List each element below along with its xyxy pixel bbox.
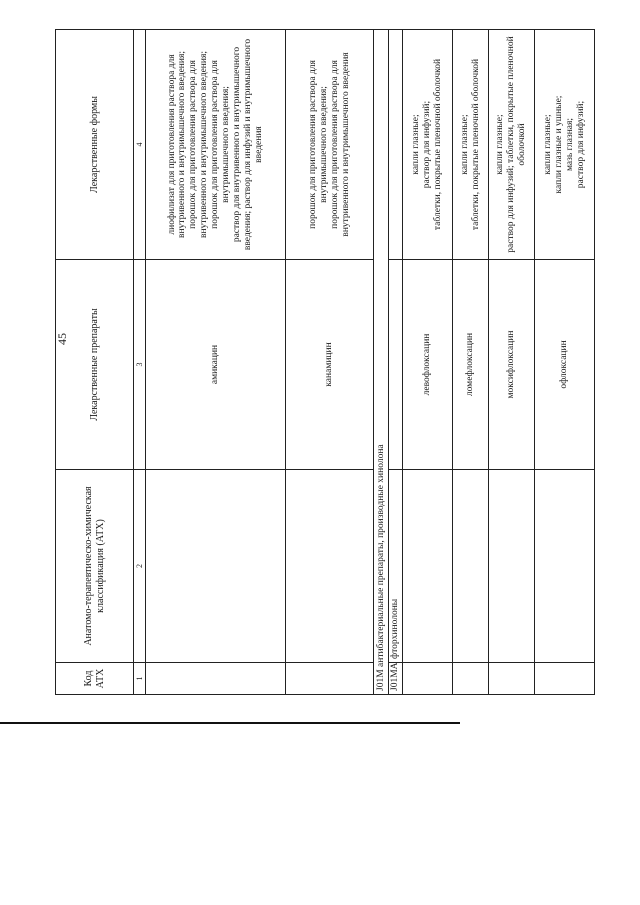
cell-code	[535, 663, 595, 695]
form-item: капли глазные;	[459, 114, 470, 175]
header-forms: Лекарственные формы	[56, 30, 134, 260]
form-item: порошок для приготовления раствора для внутримышечного введения;	[307, 60, 329, 229]
col-number: 3	[134, 260, 146, 470]
cell-classification: фторхинолоны	[389, 470, 403, 663]
cell-forms	[389, 30, 403, 260]
cell-classification	[146, 470, 286, 663]
cell-code	[403, 663, 453, 695]
drug-table	[55, 29, 595, 695]
cell-classification	[535, 470, 595, 663]
cell-classification	[453, 470, 489, 663]
form-item: таблетки, покрытые пленочной оболочкой	[470, 58, 481, 231]
cell-drug	[389, 260, 403, 470]
cell-forms	[146, 30, 286, 260]
form-item: раствор для внутривенного и внутримышечного введения; раствор для инфузий и внутримышечного введения	[232, 38, 264, 251]
column-number-row	[134, 30, 146, 695]
form-item: раствор для инфузий;	[575, 100, 586, 189]
group-label: J01M антибактериальные препараты, производные хинолона	[374, 30, 389, 695]
cell-classification	[489, 470, 535, 663]
cell-drug: канамицин	[286, 260, 374, 470]
col-number: 2	[134, 470, 146, 663]
table-row	[389, 30, 403, 695]
header-classification: Анатомо-терапевтическо-химическая классификация (АТХ)	[56, 470, 134, 663]
form-item: лиофилизат для приготовления раствора для внутривенного и внутримышечного введения;	[166, 51, 188, 238]
table-row	[403, 30, 453, 695]
table-row	[489, 30, 535, 695]
cell-code	[146, 663, 286, 695]
cell-drug: амикацин	[146, 260, 286, 470]
divider-line	[0, 722, 460, 724]
cell-code	[489, 663, 535, 695]
table-row	[286, 30, 374, 695]
col-number: 1	[134, 663, 146, 695]
cell-code	[286, 663, 374, 695]
cell-forms	[403, 30, 453, 260]
table-row	[453, 30, 489, 695]
cell-classification	[286, 470, 374, 663]
form-item: капли глазные;	[495, 114, 506, 175]
table-header-row	[56, 30, 134, 695]
cell-code	[453, 663, 489, 695]
cell-classification	[403, 470, 453, 663]
col-number: 4	[134, 30, 146, 260]
form-item: капли глазные;	[542, 114, 553, 175]
form-item: раствор для инфузий; таблетки, покрытые пленочной оболочкой	[506, 36, 528, 253]
page-number: 45	[55, 333, 69, 345]
form-item: раствор для инфузий;	[422, 100, 433, 189]
cell-forms	[286, 30, 374, 260]
header-drugs: Лекарственные препараты	[56, 260, 134, 470]
document-page	[55, 30, 586, 695]
cell-drug: ломефлоксацин	[453, 260, 489, 470]
form-item: порошок для приготовления раствора для внутривенного и внутримышечного введения	[329, 52, 351, 237]
cell-forms	[535, 30, 595, 260]
form-item: мазь глазная;	[564, 117, 575, 172]
group-row	[374, 30, 389, 695]
table-row	[146, 30, 286, 695]
form-item: капли глазные;	[411, 114, 422, 175]
cell-forms	[453, 30, 489, 260]
table-row	[535, 30, 595, 695]
form-item: порошок для приготовления раствора для внутривенного и внутримышечного введения; порошок для приготовления раствора для внутримышечного введения;	[188, 51, 232, 238]
cell-drug: левофлоксацин	[403, 260, 453, 470]
cell-code: J01MA	[389, 663, 403, 695]
cell-drug: офлоксацин	[535, 260, 595, 470]
form-item: таблетки, покрытые пленочной оболочкой	[433, 58, 444, 231]
cell-forms	[489, 30, 535, 260]
header-code: Код АТХ	[56, 663, 134, 695]
form-item: капли глазные и ушные;	[553, 95, 564, 194]
cell-drug: моксифлоксацин	[489, 260, 535, 470]
